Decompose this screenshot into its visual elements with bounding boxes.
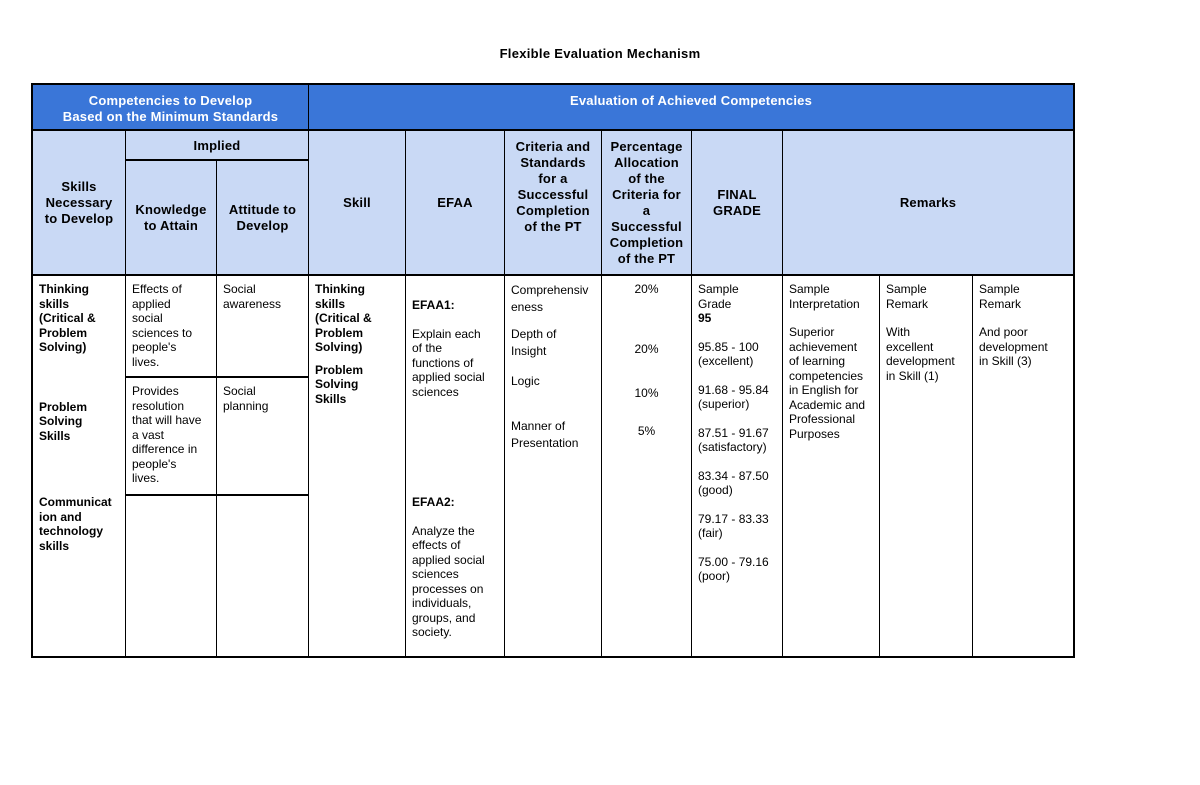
criteria-depth: Depth of Insight <box>511 327 557 358</box>
criteria-presentation: Manner of Presentation <box>511 418 579 450</box>
skill-col-problem-solving: Problem Solving Skills <box>315 362 364 406</box>
implied-header: Implied <box>125 130 309 161</box>
grade-good: 83.34 - 87.50 (good) <box>698 468 769 497</box>
attitude-row2: Social planning <box>216 376 309 495</box>
remarks-skill3-text: And poor development in Skill (3) <box>979 325 1048 368</box>
remarks-interpretation-text: Superior achievement of learning competencies in English for Academic and Professional Purposes <box>789 325 866 441</box>
knowledge-header: Knowledge to Attain <box>125 160 217 275</box>
efaa1-text: Explain each of the functions of applied social sciences <box>412 326 485 399</box>
percentage-presentation: 5% <box>637 423 656 438</box>
knowledge-row2: Provides resolution that will have a vast difference in people's lives. <box>125 376 217 495</box>
efaa-cell <box>405 274 505 658</box>
efaa2-text: Analyze the effects of applied social sciences processes on individuals, groups, and society. <box>412 523 485 639</box>
skills-necessary-cell <box>31 274 126 658</box>
final-grade-cell <box>691 274 783 658</box>
final-grade-header: FINAL GRADE <box>691 130 783 275</box>
competencies-header: Competencies to Develop Based on the Minimum Standards <box>31 83 309 131</box>
grade-superior: 91.68 - 95.84 (superior) <box>698 382 769 411</box>
criteria-logic: Logic <box>511 374 540 388</box>
sample-grade-label: Sample Grade <box>698 282 739 311</box>
attitude-row1: Social awareness <box>216 274 309 377</box>
remarks-interpretation-title: Sample Interpretation <box>789 282 860 311</box>
skill-col-thinking: Thinking skills (Critical & Problem Solving) <box>315 282 372 354</box>
percentage-comprehensiveness: 20% <box>634 282 659 296</box>
evaluation-table <box>31 83 1075 658</box>
skill-thinking: Thinking skills (Critical & Problem Solving) <box>39 282 96 354</box>
knowledge-row1: Effects of applied social sciences to people's lives. <box>125 274 217 377</box>
efaa-header: EFAA <box>405 130 505 275</box>
criteria-cell <box>504 274 602 658</box>
criteria-header: Criteria and Standards for a Successful Completion of the PT <box>504 130 602 275</box>
document-title: Flexible Evaluation Mechanism <box>499 46 701 61</box>
percentage-cell <box>601 274 692 658</box>
grade-excellent: 95.85 - 100 (excellent) <box>698 339 759 368</box>
remarks-skill1-text: With excellent development in Skill (1) <box>886 325 955 383</box>
remarks-skill3-cell <box>972 274 1075 658</box>
skill-communication: Communicat ion and technology skills <box>39 495 112 553</box>
remarks-skill3-title: Sample Remark <box>979 282 1022 311</box>
grade-poor: 75.00 - 79.16 (poor) <box>698 554 769 583</box>
efaa2-label: EFAA2: <box>412 495 455 509</box>
attitude-header: Attitude to Develop <box>216 160 309 275</box>
remarks-header: Remarks <box>782 130 1075 275</box>
percentage-depth: 20% <box>634 341 659 356</box>
grade-fair: 79.17 - 83.33 (fair) <box>698 511 769 540</box>
percentage-logic: 10% <box>634 386 659 400</box>
sample-grade-value: 95 <box>698 311 712 325</box>
criteria-comprehensiveness: Comprehensiv eness <box>511 283 589 314</box>
efaa1-label: EFAA1: <box>412 298 455 312</box>
remarks-interpretation-cell <box>782 274 880 658</box>
skill-cell <box>308 274 406 658</box>
remarks-skill1-cell <box>879 274 973 658</box>
grade-satisfactory: 87.51 - 91.67 (satisfactory) <box>698 425 769 454</box>
skill-problem-solving: Problem Solving Skills <box>39 399 88 443</box>
skill-header: Skill <box>308 130 406 275</box>
skills-necessary-header: Skills Necessary to Develop <box>31 130 126 275</box>
knowledge-row3 <box>125 494 217 658</box>
attitude-row3 <box>216 494 309 658</box>
evaluation-header: Evaluation of Achieved Competencies <box>308 83 1075 131</box>
percentage-header: Percentage Allocation of the Criteria for a Successful Completion of the PT <box>601 130 692 275</box>
remarks-skill1-title: Sample Remark <box>886 282 929 311</box>
